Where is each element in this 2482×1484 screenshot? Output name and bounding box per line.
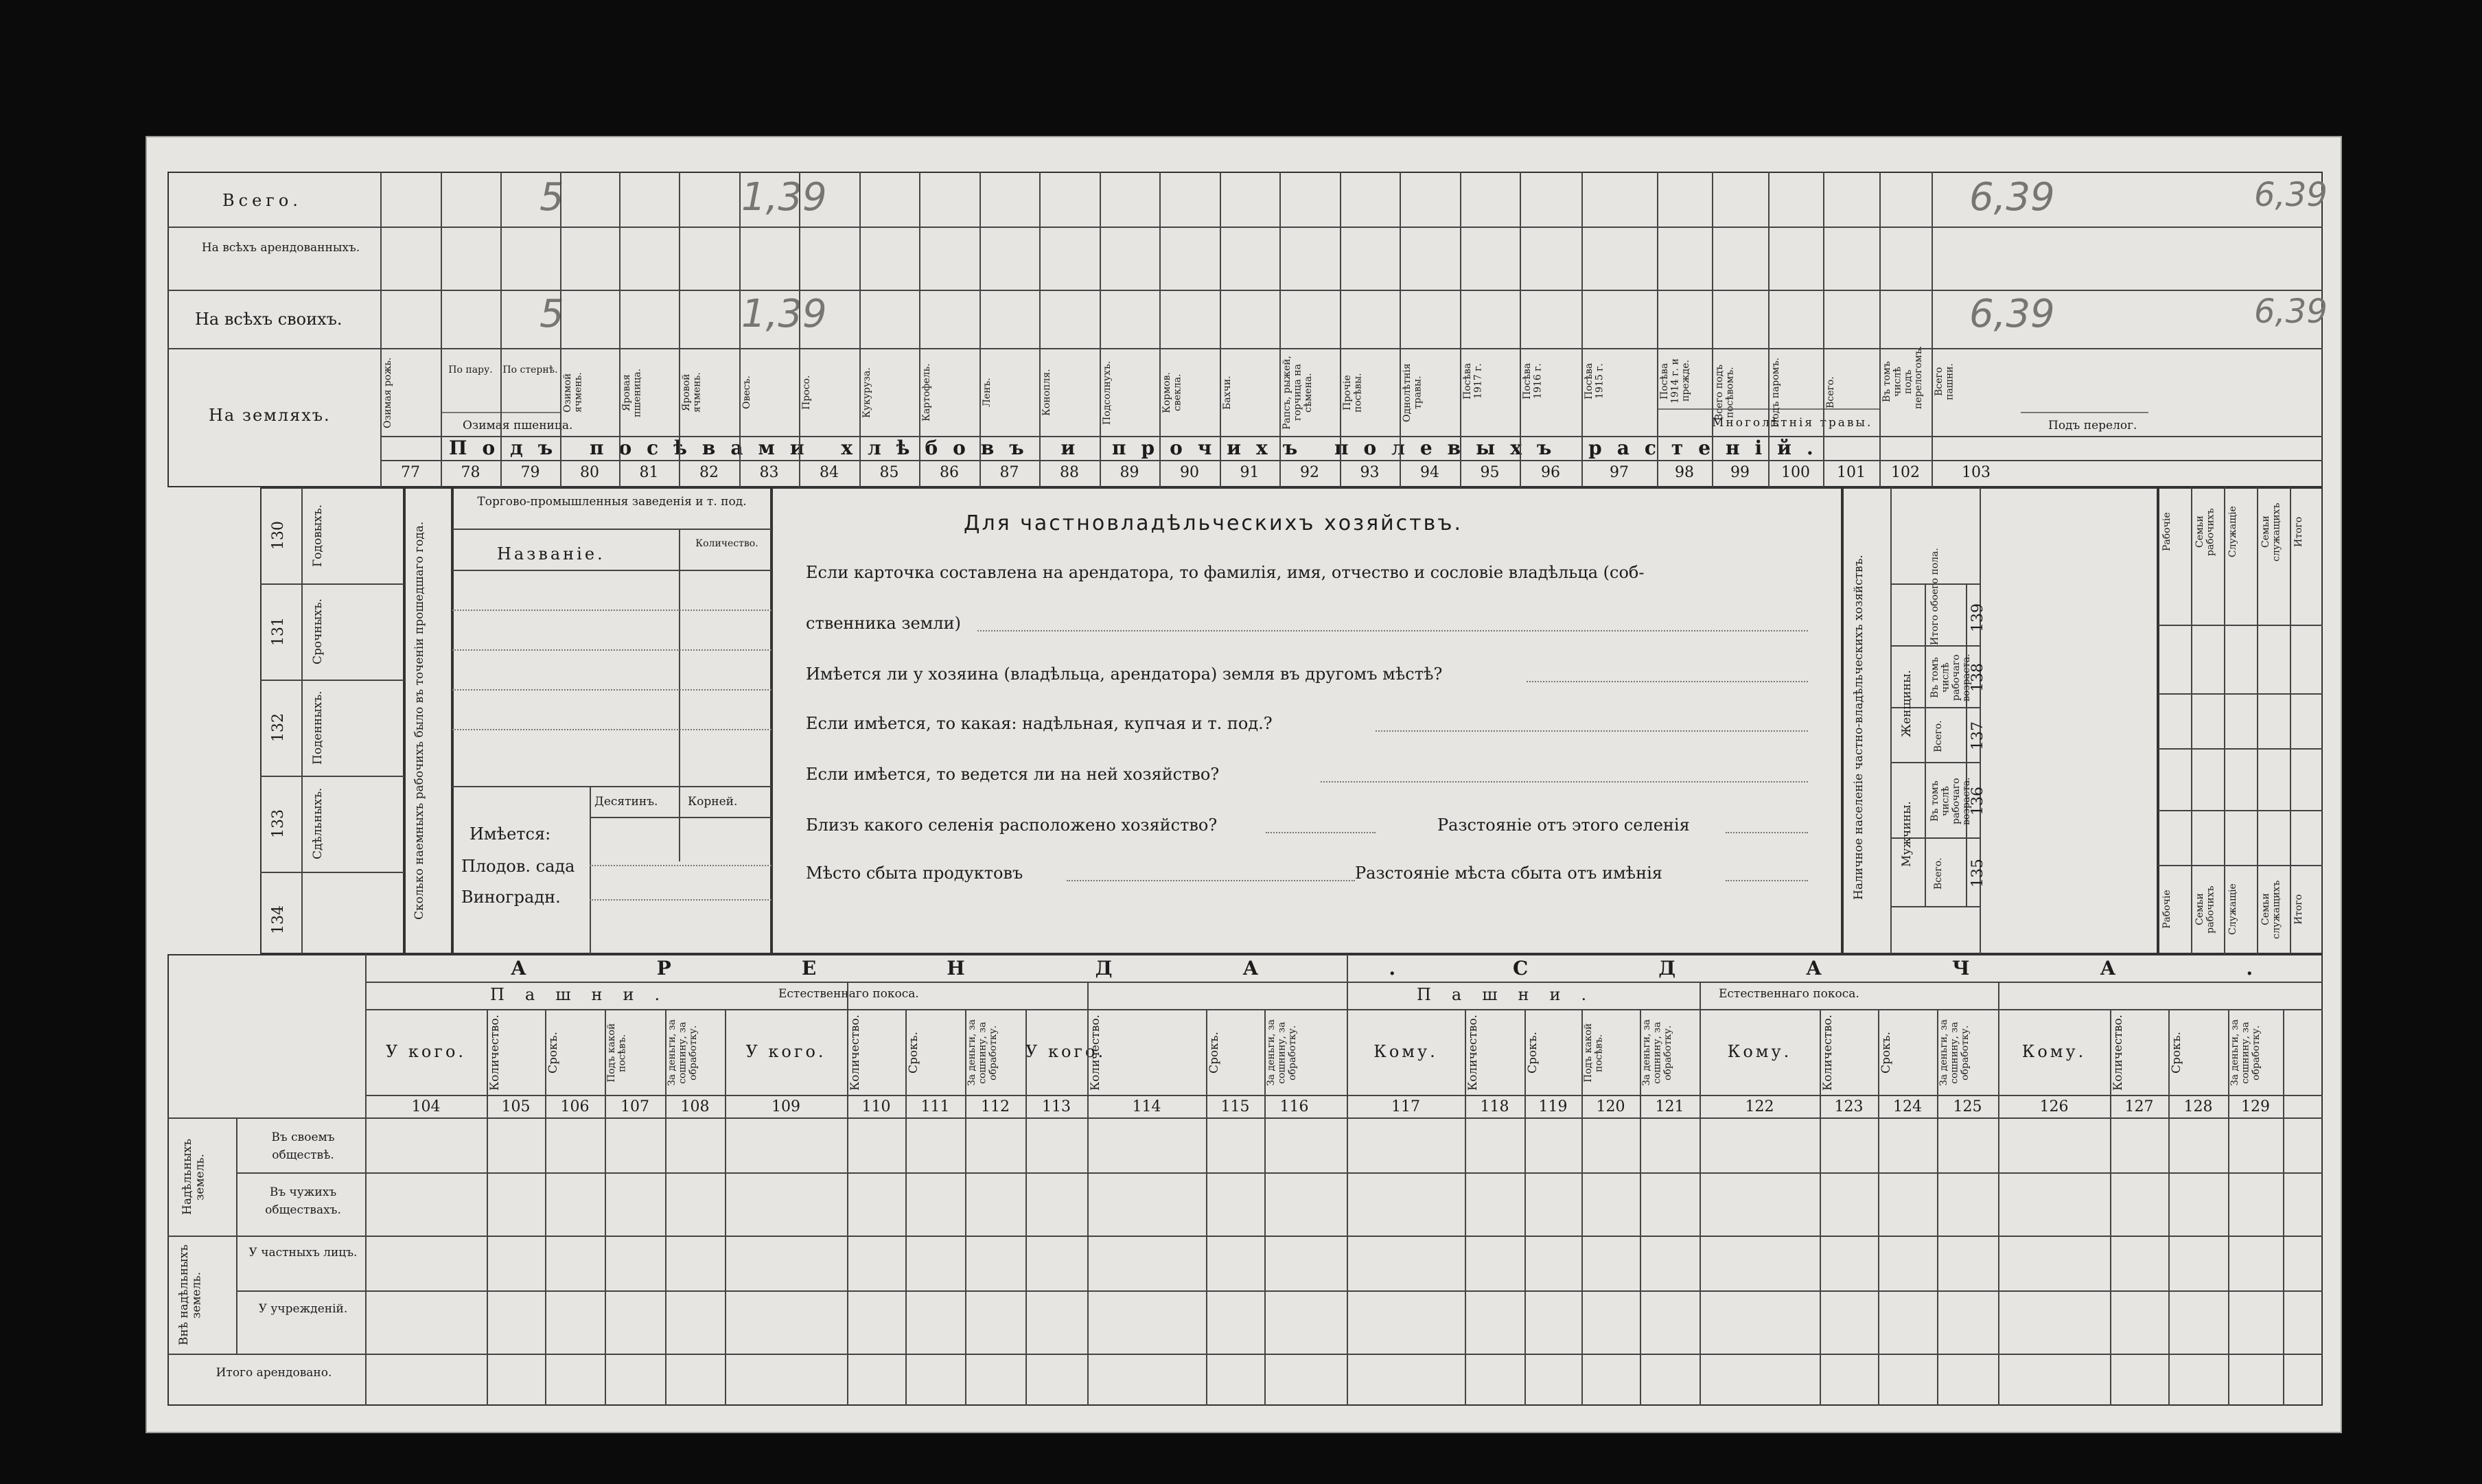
- handwritten-78-own: 5: [540, 292, 564, 336]
- bottom-col-126-header: Кому.: [2021, 1042, 2087, 1061]
- hired-workers-label: Сколько наемныхъ рабочихъ было въ точеніи прошедшаго года.: [413, 521, 426, 920]
- bottom-col-116-header: За деньги, за сошнину, за обработку.: [1266, 1019, 1298, 1087]
- top-col-80-header: Озимой ячмень.: [562, 372, 584, 413]
- bottom-col-num-116: 116: [1279, 1098, 1309, 1115]
- trade-qty-header: Количество.: [695, 538, 758, 549]
- top-col-num-79: 79: [520, 464, 540, 481]
- bottom-col-num-120: 120: [1596, 1098, 1625, 1115]
- bottom-col-119-header: Срокъ.: [1526, 1032, 1540, 1074]
- bottom-col-105-header: Количество.: [488, 1015, 502, 1091]
- top-col-78-header: По пару.: [448, 364, 493, 375]
- top-col-86-header: Картофель.: [921, 363, 932, 422]
- sdacha-pashni: Пашни.: [1417, 985, 1608, 1004]
- bottom-col-num-110: 110: [861, 1098, 891, 1115]
- bottom-col-124-header: Срокъ.: [1879, 1032, 1893, 1074]
- right-col-bottom-2: Служащіе: [2227, 883, 2238, 936]
- top-col-num-96: 96: [1541, 464, 1560, 481]
- bottom-col-112-header: За деньги, за сошнину, за обработку.: [966, 1019, 999, 1087]
- bottom-col-108-header: За деньги, за сошнину, за обработку.: [666, 1019, 699, 1087]
- bottom-col-118-header: Количество.: [1466, 1015, 1480, 1091]
- bottom-col-num-124: 124: [1893, 1098, 1922, 1115]
- top-col-79-header: По стернѣ.: [502, 364, 558, 375]
- top-col-num-94: 94: [1420, 464, 1439, 481]
- question-4: Если имѣется, то ведется ли на ней хозяйство?: [806, 765, 1220, 784]
- bottom-col-num-112: 112: [981, 1098, 1010, 1115]
- top-col-89-header: Подсолнухъ.: [1102, 360, 1113, 425]
- top-col-92-header: Рапсъ, рыжей, горчица на сѣмена.: [1281, 356, 1314, 430]
- livestock-num-132: 132: [270, 713, 287, 742]
- bottom-col-undefined-header: [2285, 1015, 2321, 1091]
- bottom-col-num-125: 125: [1953, 1098, 1982, 1115]
- population-section: [1842, 487, 2158, 954]
- bottom-col-num-127: 127: [2124, 1098, 2154, 1115]
- top-col-num-85: 85: [879, 464, 899, 481]
- top-col-91-header: Бахчи.: [1222, 375, 1233, 410]
- top-band-title: Подъ посѣвами хлѣбовъ и прочихъ полевыхъ растеній.: [449, 437, 1829, 459]
- livestock-label-130: Годовыхъ.: [311, 504, 325, 567]
- bottom-col-114-header: Количество.: [1089, 1015, 1102, 1091]
- top-col-101-header: Всего.: [1825, 376, 1836, 409]
- pop-men-total-label: Всего.: [1933, 857, 1944, 890]
- bottom-col-128-header: Срокъ.: [2170, 1032, 2183, 1074]
- right-col-bottom-3: Семьи служащихъ: [2260, 880, 2282, 939]
- bottom-col-num-108: 108: [680, 1098, 710, 1115]
- row-own-society: Въ своемъ обществѣ.: [271, 1131, 335, 1162]
- bottom-col-120-header: Подъ какой посѣвъ.: [1583, 1023, 1605, 1083]
- top-col-num-95: 95: [1480, 464, 1500, 481]
- pop-num-138: 138: [1969, 663, 1986, 693]
- bottom-col-num-109: 109: [772, 1098, 800, 1115]
- bottom-col-num-121: 121: [1655, 1098, 1684, 1115]
- right-col-bottom-0: Рабочіе: [2161, 890, 2172, 929]
- top-col-num-97: 97: [1610, 464, 1629, 481]
- question-1: Если карточка составлена на арендатора, то фамилія, имя, отчество и сословіе владѣльца (соб-: [806, 563, 1645, 582]
- livestock-label-131: Срочныхъ.: [311, 598, 325, 665]
- row-label-total: Всего.: [222, 191, 302, 210]
- pop-num-135: 135: [1969, 859, 1986, 888]
- pop-num-139: 139: [1969, 603, 1986, 632]
- korney-header: Корней.: [688, 795, 738, 809]
- top-col-num-99: 99: [1730, 464, 1750, 481]
- bottom-col-num-118: 118: [1480, 1098, 1509, 1115]
- bottom-col-num-129: 129: [2241, 1098, 2270, 1115]
- trade-name-header: Названіе.: [497, 544, 605, 564]
- pop-num-137: 137: [1969, 721, 1986, 751]
- private-farms-title: Для частновладѣльческихъ хозяйствъ.: [964, 511, 1463, 535]
- bottom-col-113-header: У кого.: [1025, 1042, 1106, 1061]
- right-col-top-4: Итого: [2293, 516, 2304, 548]
- top-col-77-header: Озимая рожь.: [382, 357, 393, 428]
- bottom-col-num-126: 126: [2039, 1098, 2069, 1115]
- top-col-num-92: 92: [1300, 464, 1319, 481]
- top-col-82-header: Яровой ячмень.: [681, 372, 703, 413]
- bottom-col-123-header: Количество.: [1821, 1015, 1835, 1091]
- livestock-num-131: 131: [270, 617, 287, 646]
- top-col-num-90: 90: [1180, 464, 1199, 481]
- top-col-84-header: Просо.: [801, 375, 812, 410]
- census-card-sheet: [146, 136, 2384, 1433]
- bottom-col-115-header: Срокъ.: [1207, 1032, 1221, 1074]
- top-col-num-86: 86: [940, 464, 959, 481]
- top-col-num-100: 100: [1781, 464, 1810, 481]
- top-col-num-78: 78: [461, 464, 480, 481]
- question-2: Имѣется ли у хозяина (владѣльца, арендатора) земля въ другомъ мѣстѣ?: [806, 664, 1443, 684]
- question-5: Близъ какого селенія расположено хозяйство?: [806, 815, 1218, 835]
- bottom-col-106-header: Срокъ.: [546, 1032, 560, 1074]
- bottom-col-num-113: 113: [1042, 1098, 1071, 1115]
- top-col-num-101: 101: [1837, 464, 1866, 481]
- bottom-col-num-105: 105: [501, 1098, 531, 1115]
- pop-women-label: Женщины.: [1900, 670, 1914, 737]
- arenda-title: АРЕНДА.: [511, 957, 1527, 979]
- top-col-88-header: Конопля.: [1041, 369, 1052, 417]
- bottom-col-num-123: 123: [1834, 1098, 1864, 1115]
- bottom-col-num-122: 122: [1745, 1098, 1774, 1115]
- arenda-pashni: Пашни.: [490, 985, 681, 1004]
- bottom-col-104-header: У кого.: [385, 1042, 467, 1061]
- top-col-87-header: Ленъ.: [982, 378, 993, 408]
- question-1-cont: ственника земли): [806, 614, 961, 633]
- top-col-97-header: Посѣва 1915 г.: [1584, 362, 1605, 399]
- top-col-99-header: Всего подъ посѣвомъ.: [1714, 364, 1736, 421]
- top-col-102-header: Въ томъ числѣ подъ перелогомъ.: [1881, 345, 1925, 409]
- question-3: Если имѣется, то какая: надѣльная, купчая и т. под.?: [806, 714, 1273, 733]
- handwritten-78-total: 5: [540, 175, 564, 220]
- right-col-top-1: Семьи рабочихъ: [2194, 508, 2216, 556]
- pop-men-incl-label: Въ томъ числѣ рабочаго возраста.: [1929, 777, 1973, 826]
- top-col-83-header: Овесъ.: [741, 375, 752, 410]
- top-col-num-81: 81: [639, 464, 659, 481]
- top-col-96-header: Посѣва 1916 г.: [1522, 362, 1544, 399]
- desyat-header: Десятинъ.: [594, 795, 658, 809]
- row-label-own: На всѣхъ своихъ.: [195, 310, 343, 329]
- row-label-lands: На земляхъ.: [209, 406, 331, 425]
- pop-men-label: Мужчины.: [1900, 801, 1914, 867]
- top-col-num-82: 82: [699, 464, 719, 481]
- population-title: Наличное населеніе частно-владѣльческихъ хозяйствъ.: [1852, 555, 1866, 901]
- question-6-distance: Разстояніе мѣста сбыта отъ имѣнія: [1355, 863, 1662, 883]
- top-col-100-header: Подъ паромъ.: [1770, 358, 1781, 428]
- handwritten-103-total: 6,39: [2254, 176, 2328, 214]
- top-col-98-header: Посѣва 1914 г. и прежде.: [1659, 358, 1691, 404]
- handwritten-82-own: 1,39: [741, 292, 827, 336]
- top-col-94-header: Однолѣтнія травы.: [1402, 363, 1424, 422]
- arenda-pokos: Естественнаго покоса.: [778, 987, 919, 1001]
- pop-total-both-label: Итого обоего пола.: [1929, 548, 1940, 645]
- livestock-label-133: Сдѣльныхъ.: [311, 787, 325, 860]
- top-col-num-103: 103: [1962, 464, 1991, 481]
- ozimaya-label: Озимая пшеница.: [463, 419, 573, 432]
- bottom-col-num-119: 119: [1538, 1098, 1568, 1115]
- livestock-num-133: 133: [270, 809, 287, 838]
- row-label-rented: На всѣхъ арендованныхъ.: [201, 241, 360, 255]
- bottom-col-107-header: Подъ какой посѣвъ.: [606, 1023, 628, 1083]
- question-5-distance: Разстояніе отъ этого селенія: [1437, 815, 1690, 835]
- bottom-col-num-117: 117: [1391, 1098, 1420, 1115]
- top-col-num-84: 84: [820, 464, 839, 481]
- bottom-col-122-header: Кому.: [1727, 1042, 1792, 1061]
- bottom-col-num-107: 107: [620, 1098, 649, 1115]
- vne-label: Внѣ надѣльныхъ земель.: [177, 1244, 204, 1346]
- top-col-num-98: 98: [1675, 464, 1694, 481]
- trade-title: Торгово-промышленныя заведенія и т. под.: [477, 495, 747, 509]
- bottom-col-127-header: Количество.: [2111, 1015, 2125, 1091]
- bottom-col-110-header: Количество.: [848, 1015, 862, 1091]
- nadel-label: Надѣльныхъ земель.: [181, 1139, 207, 1216]
- bottom-col-num-128: 128: [2183, 1098, 2213, 1115]
- top-col-95-header: Посѣва 1917 г.: [1462, 362, 1484, 399]
- bottom-col-num-104: 104: [411, 1098, 441, 1115]
- garden-label: Плодов. сада: [461, 857, 575, 876]
- livestock-num-130: 130: [270, 521, 287, 550]
- top-col-num-80: 80: [580, 464, 599, 481]
- pop-women-incl-label: Въ томъ числѣ рабочаго возраста.: [1929, 653, 1973, 702]
- vine-label: Виноградн.: [461, 888, 561, 907]
- bottom-col-num-114: 114: [1132, 1098, 1161, 1115]
- sdacha-pokos: Естественнаго покоса.: [1719, 987, 1859, 1001]
- bottom-col-121-header: За деньги, за сошнину, за обработку.: [1641, 1019, 1673, 1087]
- right-col-bottom-4: Итого: [2293, 894, 2304, 925]
- row-institutions: У учрежденій.: [258, 1302, 348, 1316]
- sdacha-title: СДАЧА.: [1513, 957, 2384, 979]
- row-other-society: Въ чужихъ обществахъ.: [265, 1185, 341, 1217]
- top-col-num-88: 88: [1060, 464, 1079, 481]
- handwritten-103-own: 6,39: [2254, 292, 2328, 331]
- mnogolet-label: Многолѣтнія травы.: [1712, 416, 1873, 430]
- bottom-col-num-106: 106: [560, 1098, 590, 1115]
- top-col-81-header: Яровая пшеница.: [621, 368, 643, 417]
- bottom-col-117-header: Кому.: [1373, 1042, 1438, 1061]
- top-col-num-102: 102: [1891, 464, 1920, 481]
- livestock-label-132: Поденныхъ.: [311, 691, 325, 765]
- bottom-col-125-header: За деньги, за сошнину, за обработку.: [1938, 1019, 1971, 1087]
- right-col-top-0: Рабочіе: [2161, 512, 2172, 552]
- top-col-num-83: 83: [759, 464, 779, 481]
- right-col-top-3: Семьи служащихъ: [2260, 502, 2282, 561]
- pop-women-total-label: Всего.: [1933, 720, 1944, 752]
- top-col-num-89: 89: [1120, 464, 1139, 481]
- hired-workers-cell: [404, 487, 452, 954]
- question-6: Мѣсто сбыта продуктовъ: [806, 863, 1023, 883]
- bottom-col-129-header: За деньги, за сошнину, за обработку.: [2229, 1019, 2262, 1087]
- top-col-85-header: Кукуруза.: [861, 367, 872, 418]
- bottom-col-num-115: 115: [1220, 1098, 1250, 1115]
- top-col-num-93: 93: [1360, 464, 1380, 481]
- handwritten-98-own: 6,39: [1969, 292, 2055, 336]
- top-col-93-header: Прочіе посѣвы.: [1342, 373, 1364, 413]
- right-col-bottom-1: Семьи рабочихъ: [2194, 885, 2216, 934]
- top-col-90-header: Кормов. свекла.: [1161, 372, 1183, 413]
- bottom-col-109-header: У кого.: [745, 1042, 826, 1061]
- top-col-num-77: 77: [401, 464, 420, 481]
- bottom-col-111-header: Срокъ.: [907, 1032, 920, 1074]
- perelog-label: Подъ перелог.: [2048, 419, 2137, 432]
- right-col-top-2: Служащіе: [2227, 506, 2238, 558]
- pop-num-136: 136: [1969, 787, 1986, 816]
- top-col-103-header: Всего пашни.: [1934, 363, 1956, 400]
- row-private-persons: У частныхъ лицъ.: [248, 1246, 358, 1260]
- has-label: Имѣется:: [469, 824, 551, 844]
- top-col-num-87: 87: [999, 464, 1019, 481]
- bottom-col-num-111: 111: [920, 1098, 950, 1115]
- top-col-num-91: 91: [1240, 464, 1260, 481]
- livestock-num-134: 134: [270, 905, 287, 934]
- row-total-rented: Итого арендовано.: [216, 1366, 332, 1380]
- handwritten-82-total: 1,39: [741, 175, 827, 220]
- handwritten-98-total: 6,39: [1969, 175, 2055, 220]
